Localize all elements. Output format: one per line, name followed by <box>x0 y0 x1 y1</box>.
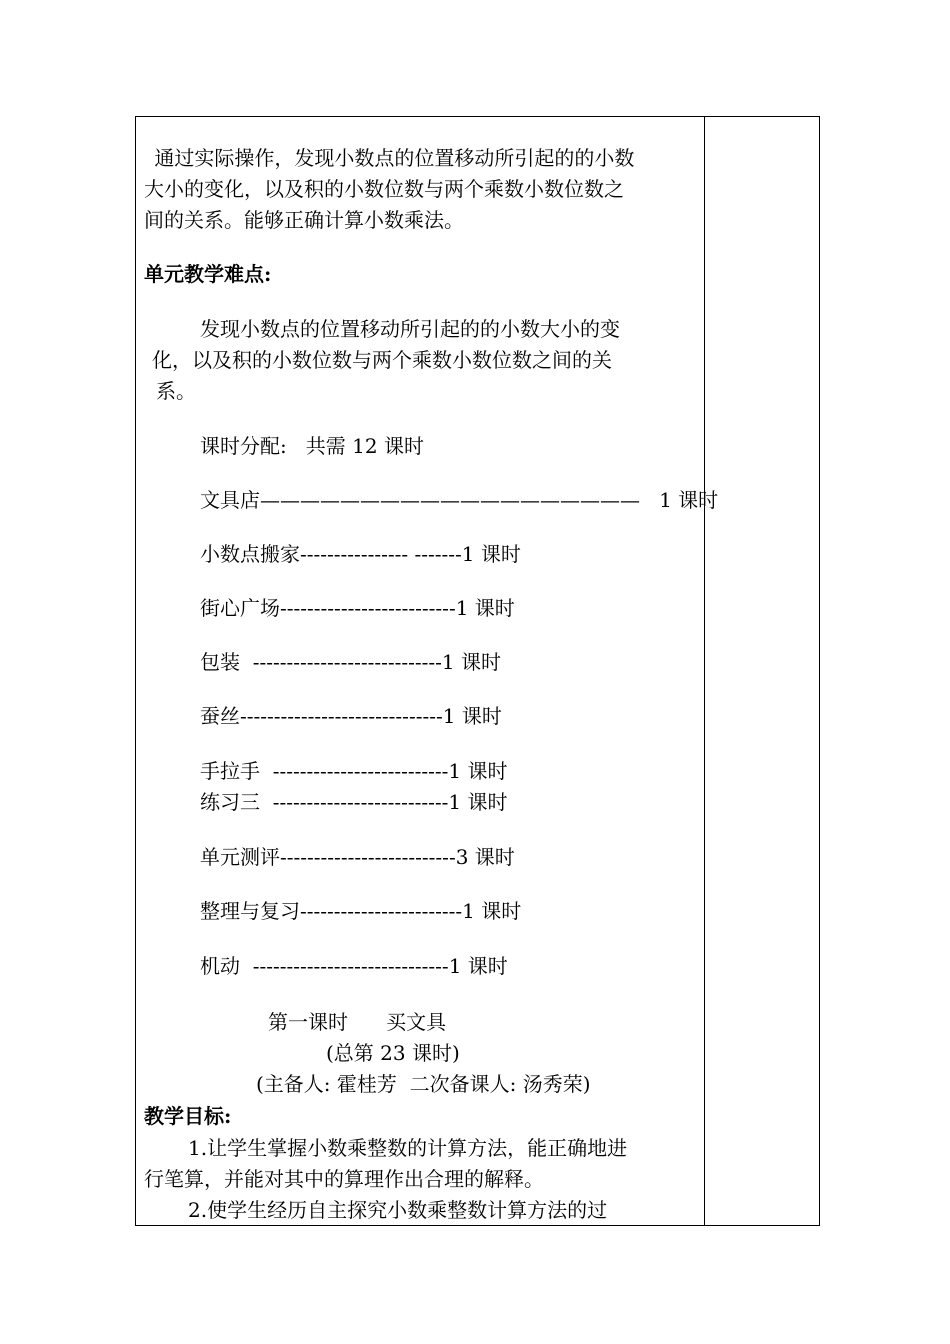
schedule-title: 课时分配: 共需 12 课时 <box>200 434 424 458</box>
schedule-item: 机动 -----------------------------1 课时 <box>200 954 508 978</box>
goal-line: 1.让学生掌握小数乘整数的计算方法，能正确地进 <box>188 1136 628 1160</box>
schedule-item: 单元测评--------------------------3 课时 <box>200 845 515 869</box>
schedule-item: 练习三 --------------------------1 课时 <box>200 790 508 814</box>
schedule-item: 蚕丝------------------------------1 课时 <box>200 704 502 728</box>
schedule-item: 手拉手 --------------------------1 课时 <box>200 759 508 783</box>
goal-line: 行笔算，并能对其中的算理作出合理的解释。 <box>144 1167 544 1191</box>
lesson-people: (主备人: 霍桂芳 二次备课人: 汤秀荣) <box>256 1072 591 1096</box>
schedule-item: 文具店——————————————————— 1 课时 <box>200 488 719 512</box>
schedule-item: 小数点搬家---------------- -------1 课时 <box>200 542 521 566</box>
lesson-title: 第一课时 买文具 <box>268 1010 447 1034</box>
intro-line: 大小的变化，以及积的小数位数与两个乘数小数位数之 <box>144 177 624 201</box>
goal-line: 2.使学生经历自主探究小数乘整数计算方法的过 <box>188 1198 608 1222</box>
difficulty-heading: 单元教学难点: <box>144 262 272 286</box>
schedule-item: 街心广场--------------------------1 课时 <box>200 596 515 620</box>
schedule-item: 包装 ----------------------------1 课时 <box>200 650 502 674</box>
difficulty-line: 化，以及积的小数位数与两个乘数小数位数之间的关 <box>152 348 612 372</box>
schedule-item: 整理与复习------------------------1 课时 <box>200 899 522 923</box>
goals-heading: 教学目标: <box>144 1104 232 1128</box>
difficulty-line: 系。 <box>156 379 196 403</box>
intro-line: 间的关系。能够正确计算小数乘法。 <box>144 208 464 232</box>
lesson-total: (总第 23 课时) <box>326 1041 460 1065</box>
difficulty-line: 发现小数点的位置移动所引起的的小数大小的变 <box>200 317 620 341</box>
column-divider <box>704 116 705 1226</box>
intro-line: 通过实际操作，发现小数点的位置移动所引起的的小数 <box>148 146 635 170</box>
